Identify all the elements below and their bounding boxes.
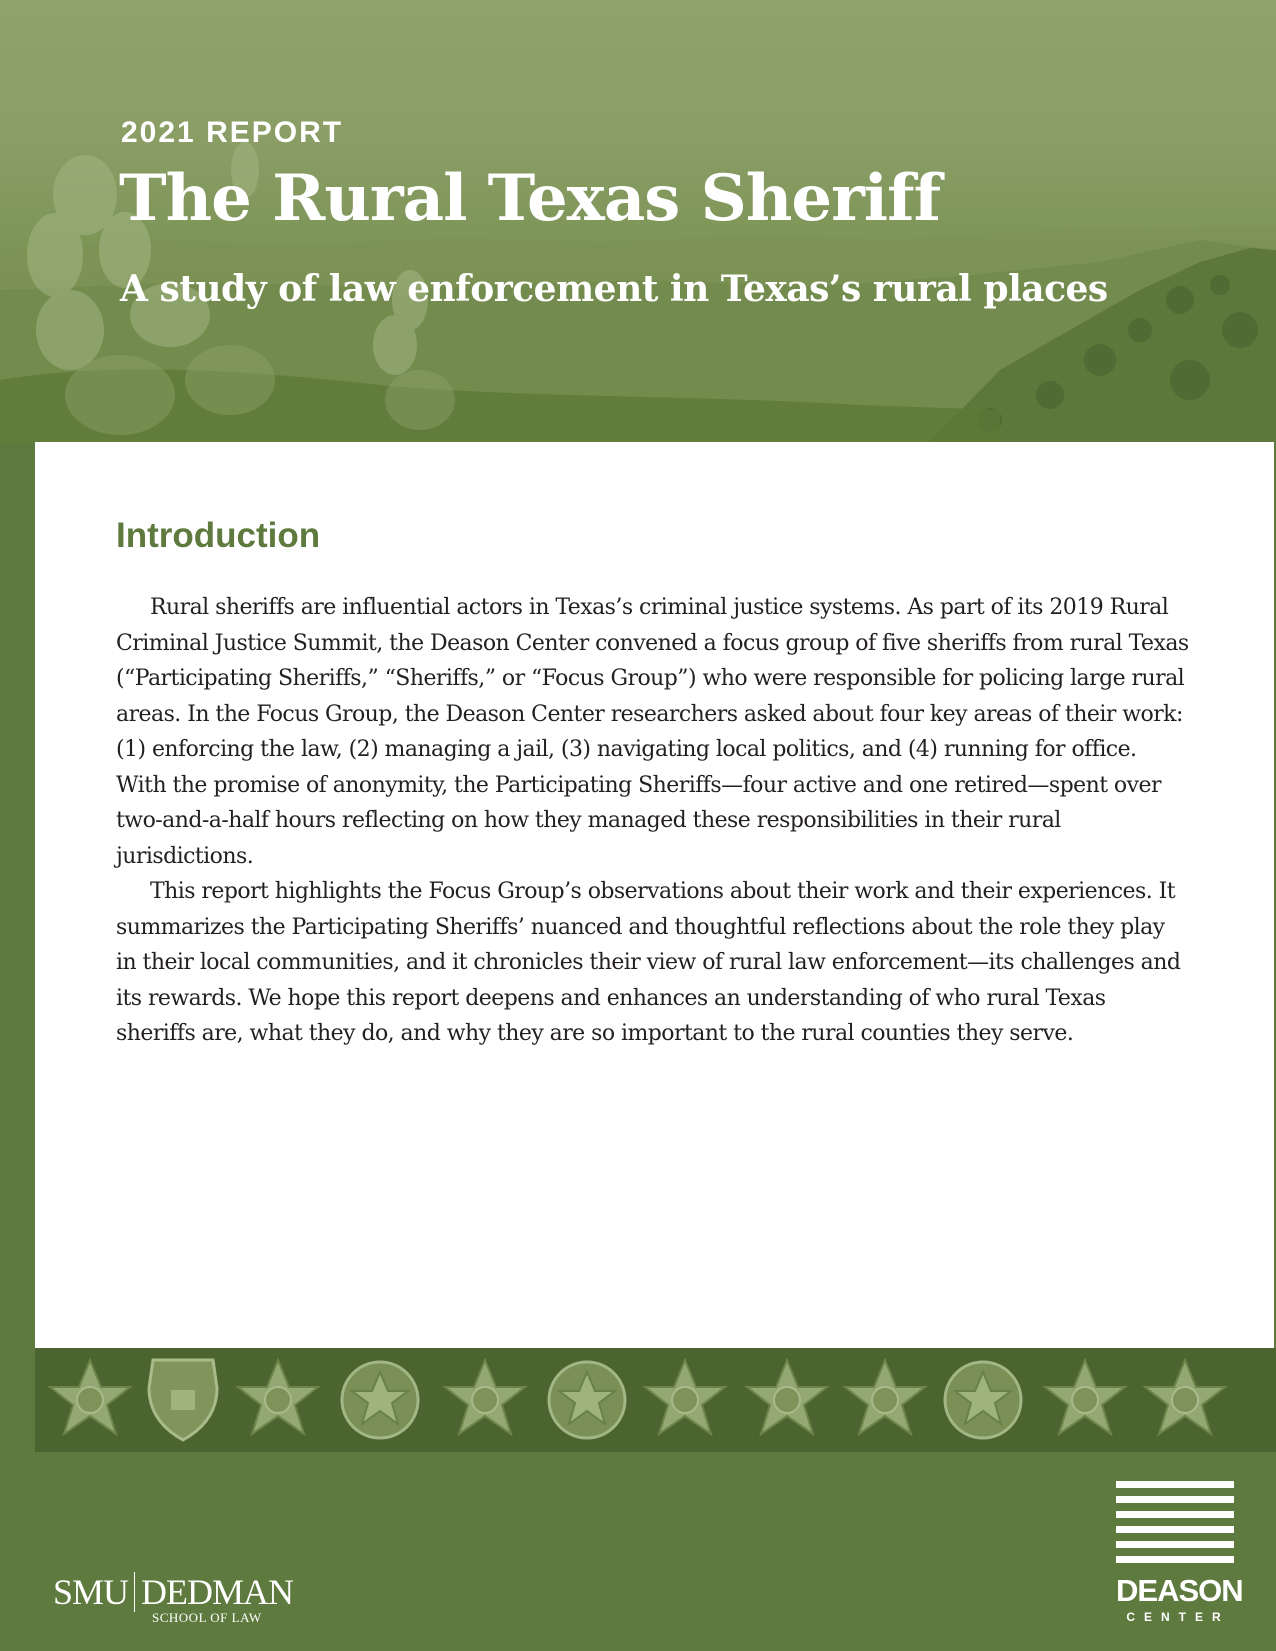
school-of-law-text: SCHOOL OF LAW [152, 1610, 262, 1625]
sheriff-badge-5 [445, 1360, 525, 1434]
smu-dedman-wordmark [53, 1572, 293, 1612]
logo-stripe [1116, 1496, 1234, 1503]
badges-image [35, 1348, 1276, 1452]
logo-divider [134, 1572, 135, 1612]
introduction-body [116, 590, 1191, 1052]
report-title: The Rural Texas Sheriff [119, 161, 941, 236]
smu-text: SMU [53, 1572, 129, 1612]
sheriff-badge-6 [549, 1362, 625, 1438]
logo-stripe [1116, 1541, 1234, 1548]
logo-stripe [1116, 1511, 1234, 1518]
deason-wordmark: DEASON [1116, 1573, 1243, 1608]
sheriff-badge-9 [845, 1360, 925, 1434]
sheriff-badge-10 [945, 1362, 1021, 1438]
deason-center-logo [1116, 1481, 1243, 1624]
dedman-text: DEDMAN [141, 1572, 294, 1612]
sheriff-badge-4 [342, 1362, 418, 1438]
sheriff-badge-3 [238, 1360, 318, 1434]
sheriff-badge-7 [645, 1360, 725, 1434]
sheriff-badge-1 [50, 1360, 130, 1434]
sheriff-badge-12 [1145, 1360, 1225, 1434]
logo-stripe [1116, 1481, 1234, 1488]
paragraph: This report highlights the Focus Group’s observations about their work and their experiences. It summarizes the Participating Sheriffs’ nuanced and thoughtful reflections about the role they play in their local communities, and it chronicles their view of rural law enforcement—its challenges and its rewards. We hope this report deepens and enhances an understanding of who rural Texas sheriffs are, what they do, and why they are so important to the rural counties they serve. [116, 879, 1181, 1046]
report-year-label: 2021 REPORT [121, 116, 344, 149]
introduction-panel [35, 442, 1274, 1348]
sheriff-badges-strip [35, 1348, 1276, 1452]
sheriff-badge-11 [1045, 1360, 1125, 1434]
logo-stripe [1116, 1526, 1234, 1533]
sheriff-badge-8 [747, 1360, 827, 1434]
sheriff-badge-2 [149, 1360, 217, 1440]
paragraph: Rural sheriffs are influential actors in Texas’s criminal justice systems. As part of its 2019 Rural Criminal Justice Summit, the Deason Center convened a focus group of five sheriffs from rural Texas (“Participating Sheriffs,” “Sheriffs,” or “Focus Group”) who were responsible for policing large rural areas. In the Focus Group, the Deason Center researchers asked about four key areas of their work: (1) enforcing the law, (2) managing a jail, (3) navigating local politics, and (4) running for office. With the promise of anonymity, the Participating Sheriffs—four active and one retired—spent over two-and-a-half hours reflecting on how they managed these responsibilities in their rural jurisdictions. [116, 595, 1189, 869]
center-wordmark: CENTER [1126, 1610, 1230, 1624]
report-subtitle: A study of law enforcement in Texas’s rural places [120, 268, 1108, 310]
footer-bar [0, 1452, 1276, 1651]
logo-stripe [1116, 1556, 1234, 1563]
cover-banner [0, 0, 1276, 442]
smu-dedman-logo [53, 1572, 294, 1625]
section-heading: Introduction [116, 516, 321, 555]
